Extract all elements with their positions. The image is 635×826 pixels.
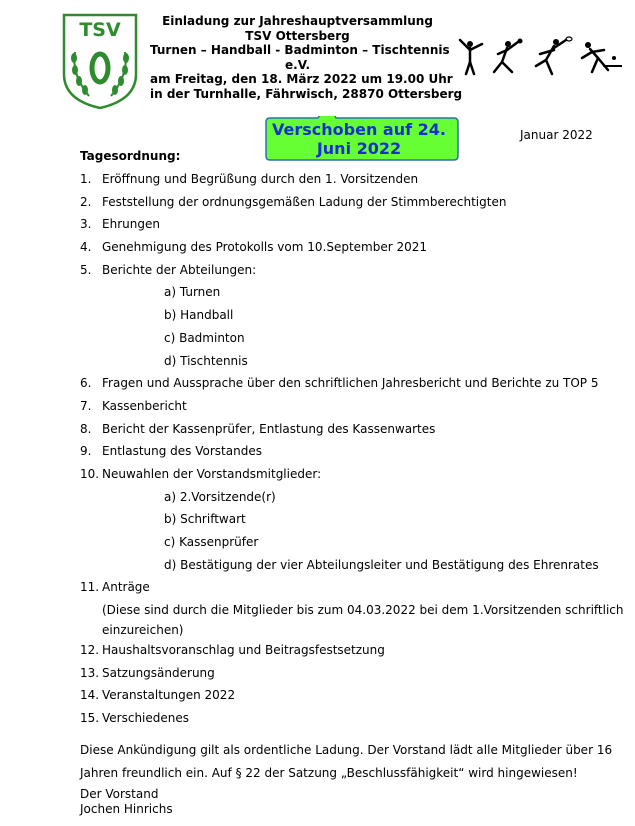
agenda-item-text: einzureichen) xyxy=(102,623,184,638)
agenda-list xyxy=(80,171,624,733)
agenda-item-number: 8. xyxy=(80,421,92,436)
agenda-item-text: Feststellung der ordnungsgemäßen Ladung der Stimmberechtigten xyxy=(102,194,507,209)
agenda-item-text: Haushaltsvoranschlag und Beitragsfestsetzung xyxy=(102,643,385,658)
agenda-title: Tagesordnung: xyxy=(80,149,181,163)
footer-notice xyxy=(80,742,613,788)
agenda-item xyxy=(80,710,600,733)
agenda-item xyxy=(80,353,600,376)
meeting-header xyxy=(150,14,463,101)
agenda-item-text: Ehrungen xyxy=(102,217,160,232)
agenda-item-number: 7. xyxy=(80,398,92,413)
agenda-item-number: 15. xyxy=(80,711,100,726)
agenda-item xyxy=(80,665,600,688)
signature-block xyxy=(80,787,173,817)
agenda-item-number: 12. xyxy=(80,643,100,658)
agenda-item xyxy=(80,194,600,217)
agenda-item-text: Berichte der Abteilungen: xyxy=(102,262,257,277)
agenda-item-text: c) Kassenprüfer xyxy=(164,535,259,549)
agenda-item xyxy=(80,579,600,602)
header-line-1: Einladung zur Jahreshauptversammlung xyxy=(162,14,433,28)
tsv-logo xyxy=(61,12,139,110)
agenda-item-number: 11. xyxy=(80,580,100,595)
agenda-item xyxy=(80,284,600,307)
agenda-item xyxy=(80,622,600,642)
agenda-item-number: 13. xyxy=(80,665,100,680)
agenda-item xyxy=(80,307,600,330)
agenda-item xyxy=(80,421,600,444)
agenda-item-text: Neuwahlen der Vorstandsmitglieder: xyxy=(102,466,322,481)
callout-line-2: Juni 2022 xyxy=(316,139,402,158)
agenda-item-text: Eröffnung und Begrüßung durch den 1. Vorsitzenden xyxy=(102,172,419,186)
agenda-item xyxy=(80,602,624,622)
agenda-item xyxy=(80,375,600,398)
callout-line-1: Verschoben auf 24. xyxy=(272,120,446,139)
agenda-item xyxy=(80,171,600,194)
agenda-item-text: (Diese sind durch die Mitglieder bis zum 04.03.2022 bei dem 1.Vorsitzenden schriftlich xyxy=(102,603,624,618)
agenda-item xyxy=(80,489,600,512)
agenda-item-number: 1. xyxy=(80,172,92,186)
handball-icon xyxy=(494,39,523,73)
agenda-item xyxy=(80,642,600,665)
agenda-item-number: 14. xyxy=(80,688,100,703)
agenda-item xyxy=(80,466,600,489)
footer-line-1: Diese Ankündigung gilt als ordentliche Ladung. Der Vorstand lädt alle Mitglieder über 16 xyxy=(80,743,613,757)
agenda-item-number: 2. xyxy=(80,194,92,209)
sport-pictograms xyxy=(452,36,622,76)
agenda-item-text: Veranstaltungen 2022 xyxy=(102,688,236,703)
agenda-item-number: 3. xyxy=(80,217,92,232)
agenda-item xyxy=(80,398,600,421)
agenda-item-text: a) 2.Vorsitzende(r) xyxy=(164,489,276,504)
footer-line-2: Jahren freundlich ein. Auf § 22 der Satzung „Beschlussfähigkeit“ wird hingewiesen! xyxy=(80,766,578,780)
agenda-item xyxy=(80,534,600,557)
agenda-item xyxy=(80,239,600,262)
agenda-item-text: Kassenbericht xyxy=(102,398,187,413)
agenda-item-text: Entlastung des Vorstandes xyxy=(102,444,262,459)
agenda-item-text: d) Bestätigung der vier Abteilungsleiter und Bestätigung des Ehrenrates xyxy=(164,557,599,572)
agenda-item-text: Genehmigung des Protokolls vom 10.September 2021 xyxy=(102,240,428,255)
agenda-item xyxy=(80,511,600,534)
gymnast-icon xyxy=(460,40,482,74)
agenda-item-text: Verschiedenes xyxy=(102,711,190,726)
agenda-item-number: 4. xyxy=(80,240,92,255)
signature-line-1: Der Vorstand xyxy=(80,787,159,801)
agenda-item-number: 10. xyxy=(80,466,100,481)
agenda-item xyxy=(80,330,600,353)
header-line-2: TSV Ottersberg xyxy=(245,28,350,43)
agenda-item-text: Anträge xyxy=(102,580,150,595)
header-line-4: e.V. xyxy=(285,57,310,72)
header-line-5: am Freitag, den 18. März 2022 um 19.00 Uhr xyxy=(150,72,453,86)
agenda-item-number: 5. xyxy=(80,262,92,277)
header-line-3: Turnen – Handball - Badminton – Tischtennis xyxy=(150,43,450,57)
agenda-item-text: b) Schriftwart xyxy=(164,512,246,527)
agenda-item xyxy=(80,557,600,580)
document-date: Januar 2022 xyxy=(520,128,593,142)
agenda-item-number: 9. xyxy=(80,444,92,459)
agenda-item-text: d) Tischtennis xyxy=(164,353,248,368)
postponed-notice xyxy=(258,120,460,158)
table-tennis-icon xyxy=(582,42,622,72)
agenda-item-number: 6. xyxy=(80,376,92,391)
signature-line-2: Jochen Hinrichs xyxy=(80,802,173,816)
agenda-item-text: Fragen und Aussprache über den schriftlichen Jahresbericht und Berichte zu TOP 5 xyxy=(102,376,599,391)
agenda-item-text: c) Badminton xyxy=(164,330,245,345)
agenda-item-text: Bericht der Kassenprüfer, Entlastung des Kassenwartes xyxy=(102,421,436,436)
badminton-icon xyxy=(536,37,572,74)
logo-text: TSV xyxy=(79,19,121,41)
agenda-item xyxy=(80,262,600,285)
agenda-item-text: b) Handball xyxy=(164,308,234,323)
agenda-item-text: a) Turnen xyxy=(164,285,221,300)
header-line-6: in der Turnhalle, Fährwisch, 28870 Ottersberg xyxy=(150,86,463,101)
agenda-item xyxy=(80,216,600,239)
agenda-item xyxy=(80,687,600,710)
agenda-item xyxy=(80,443,600,466)
agenda-item-text: Satzungsänderung xyxy=(102,665,215,680)
